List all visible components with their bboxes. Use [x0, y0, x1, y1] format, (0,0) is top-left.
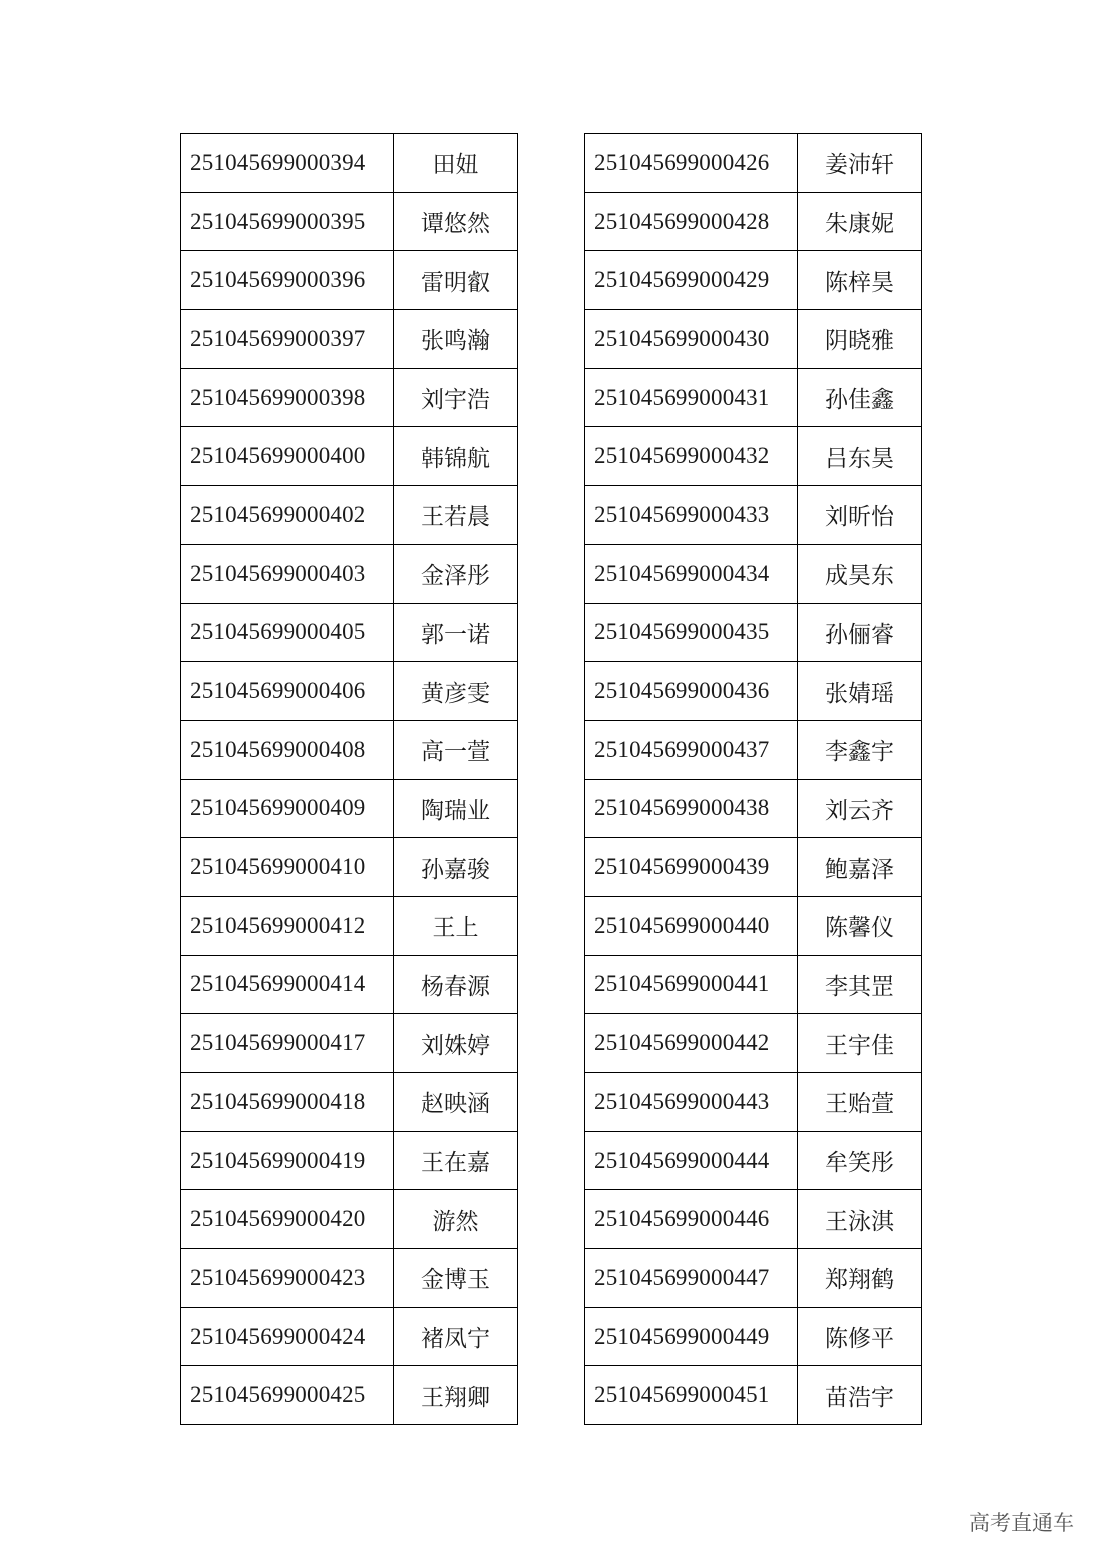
candidate-name-cell: 苗浩宇 [798, 1366, 922, 1425]
table-row [585, 1073, 922, 1132]
candidate-id-cell: 251045699000397 [181, 310, 394, 369]
candidate-name-cell: 朱康妮 [798, 192, 922, 251]
candidate-name-cell: 金博玉 [394, 1249, 518, 1308]
candidate-name-cell: 王若晨 [394, 486, 518, 545]
table-row [181, 720, 518, 779]
candidate-id-cell: 251045699000443 [585, 1073, 798, 1132]
candidate-name-cell: 刘姝婷 [394, 1014, 518, 1073]
table-row [181, 955, 518, 1014]
candidate-id-cell: 251045699000436 [585, 662, 798, 721]
candidate-name-cell: 王在嘉 [394, 1131, 518, 1190]
candidate-id-cell: 251045699000395 [181, 192, 394, 251]
table-row [585, 544, 922, 603]
table-row [585, 603, 922, 662]
candidate-name-cell: 褚凤宁 [394, 1307, 518, 1366]
table-row [585, 896, 922, 955]
candidate-id-cell: 251045699000439 [585, 838, 798, 897]
table-row [181, 779, 518, 838]
table-row [585, 368, 922, 427]
candidate-id-cell: 251045699000405 [181, 603, 394, 662]
candidate-name-cell: 韩锦航 [394, 427, 518, 486]
candidate-name-cell: 陶瑞业 [394, 779, 518, 838]
candidate-name-cell: 张鸣瀚 [394, 310, 518, 369]
candidate-id-cell: 251045699000423 [181, 1249, 394, 1308]
table-row [181, 1249, 518, 1308]
candidate-name-cell: 吕东昊 [798, 427, 922, 486]
candidate-name-cell: 刘云齐 [798, 779, 922, 838]
candidate-id-cell: 251045699000408 [181, 720, 394, 779]
roster-table-right [584, 133, 922, 1425]
candidate-name-cell: 王翔卿 [394, 1366, 518, 1425]
candidate-id-cell: 251045699000447 [585, 1249, 798, 1308]
roster-table-left [180, 133, 518, 1425]
candidate-id-cell: 251045699000431 [585, 368, 798, 427]
candidate-name-cell: 鲍嘉泽 [798, 838, 922, 897]
candidate-id-cell: 251045699000446 [585, 1190, 798, 1249]
candidate-id-cell: 251045699000419 [181, 1131, 394, 1190]
candidate-id-cell: 251045699000433 [585, 486, 798, 545]
candidate-name-cell: 杨春源 [394, 955, 518, 1014]
candidate-id-cell: 251045699000432 [585, 427, 798, 486]
candidate-id-cell: 251045699000451 [585, 1366, 798, 1425]
table-row [585, 955, 922, 1014]
candidate-id-cell: 251045699000426 [585, 134, 798, 193]
candidate-id-cell: 251045699000410 [181, 838, 394, 897]
table-row [585, 1307, 922, 1366]
candidate-id-cell: 251045699000430 [585, 310, 798, 369]
candidate-name-cell: 阴晓雅 [798, 310, 922, 369]
table-row [585, 1366, 922, 1425]
candidate-id-cell: 251045699000406 [181, 662, 394, 721]
candidate-name-cell: 郭一诺 [394, 603, 518, 662]
candidate-id-cell: 251045699000449 [585, 1307, 798, 1366]
table-row [585, 1131, 922, 1190]
watermark-text: 高考直通车 [969, 1511, 1074, 1535]
candidate-id-cell: 251045699000414 [181, 955, 394, 1014]
candidate-name-cell: 游然 [394, 1190, 518, 1249]
candidate-name-cell: 王宇佳 [798, 1014, 922, 1073]
candidate-id-cell: 251045699000429 [585, 251, 798, 310]
roster-table-right-body [585, 134, 922, 1425]
candidate-name-cell: 孙佳鑫 [798, 368, 922, 427]
candidate-name-cell: 雷明叡 [394, 251, 518, 310]
candidate-name-cell: 李鑫宇 [798, 720, 922, 779]
candidate-name-cell: 成昊东 [798, 544, 922, 603]
candidate-name-cell: 牟笑彤 [798, 1131, 922, 1190]
candidate-id-cell: 251045699000409 [181, 779, 394, 838]
table-row [585, 779, 922, 838]
candidate-name-cell: 刘昕怡 [798, 486, 922, 545]
table-row [181, 310, 518, 369]
table-row [181, 662, 518, 721]
table-row [585, 662, 922, 721]
candidate-name-cell: 张婧瑶 [798, 662, 922, 721]
candidate-id-cell: 251045699000424 [181, 1307, 394, 1366]
table-row [585, 486, 922, 545]
candidate-id-cell: 251045699000403 [181, 544, 394, 603]
table-row [181, 192, 518, 251]
candidate-name-cell: 郑翔鹤 [798, 1249, 922, 1308]
table-row [585, 1249, 922, 1308]
candidate-id-cell: 251045699000417 [181, 1014, 394, 1073]
table-row [181, 1014, 518, 1073]
candidate-name-cell: 金泽彤 [394, 544, 518, 603]
table-row [585, 251, 922, 310]
table-row [181, 486, 518, 545]
candidate-id-cell: 251045699000442 [585, 1014, 798, 1073]
candidate-name-cell: 赵映涵 [394, 1073, 518, 1132]
candidate-id-cell: 251045699000428 [585, 192, 798, 251]
table-row [585, 720, 922, 779]
candidate-id-cell: 251045699000394 [181, 134, 394, 193]
table-row [585, 1190, 922, 1249]
table-row [181, 896, 518, 955]
candidate-id-cell: 251045699000435 [585, 603, 798, 662]
candidate-id-cell: 251045699000420 [181, 1190, 394, 1249]
table-row [181, 134, 518, 193]
candidate-name-cell: 谭悠然 [394, 192, 518, 251]
candidate-id-cell: 251045699000400 [181, 427, 394, 486]
candidate-name-cell: 高一萱 [394, 720, 518, 779]
candidate-name-cell: 陈馨仪 [798, 896, 922, 955]
table-row [585, 427, 922, 486]
candidate-id-cell: 251045699000402 [181, 486, 394, 545]
candidate-id-cell: 251045699000441 [585, 955, 798, 1014]
candidate-id-cell: 251045699000396 [181, 251, 394, 310]
candidate-id-cell: 251045699000418 [181, 1073, 394, 1132]
candidate-name-cell: 李其罡 [798, 955, 922, 1014]
table-row [585, 192, 922, 251]
candidate-id-cell: 251045699000444 [585, 1131, 798, 1190]
table-row [181, 251, 518, 310]
table-row [181, 838, 518, 897]
candidate-id-cell: 251045699000440 [585, 896, 798, 955]
candidate-name-cell: 王贻萱 [798, 1073, 922, 1132]
candidate-name-cell: 王上 [394, 896, 518, 955]
candidate-name-cell: 刘宇浩 [394, 368, 518, 427]
candidate-id-cell: 251045699000434 [585, 544, 798, 603]
candidate-name-cell: 王泳淇 [798, 1190, 922, 1249]
table-row [181, 603, 518, 662]
candidate-id-cell: 251045699000438 [585, 779, 798, 838]
table-row [181, 368, 518, 427]
candidate-name-cell: 姜沛轩 [798, 134, 922, 193]
candidate-name-cell: 田妞 [394, 134, 518, 193]
table-row [181, 1366, 518, 1425]
table-row [181, 1190, 518, 1249]
candidate-name-cell: 黄彦雯 [394, 662, 518, 721]
candidate-id-cell: 251045699000437 [585, 720, 798, 779]
table-row [181, 1131, 518, 1190]
candidate-id-cell: 251045699000425 [181, 1366, 394, 1425]
candidate-name-cell: 孙俪睿 [798, 603, 922, 662]
candidate-name-cell: 陈梓昊 [798, 251, 922, 310]
candidate-id-cell: 251045699000412 [181, 896, 394, 955]
table-row [181, 427, 518, 486]
table-row [181, 544, 518, 603]
table-row [585, 1014, 922, 1073]
table-row [585, 310, 922, 369]
table-row [181, 1073, 518, 1132]
roster-table-left-body [181, 134, 518, 1425]
table-row [585, 134, 922, 193]
candidate-name-cell: 孙嘉骏 [394, 838, 518, 897]
candidate-name-cell: 陈修平 [798, 1307, 922, 1366]
table-row [585, 838, 922, 897]
table-row [181, 1307, 518, 1366]
candidate-id-cell: 251045699000398 [181, 368, 394, 427]
